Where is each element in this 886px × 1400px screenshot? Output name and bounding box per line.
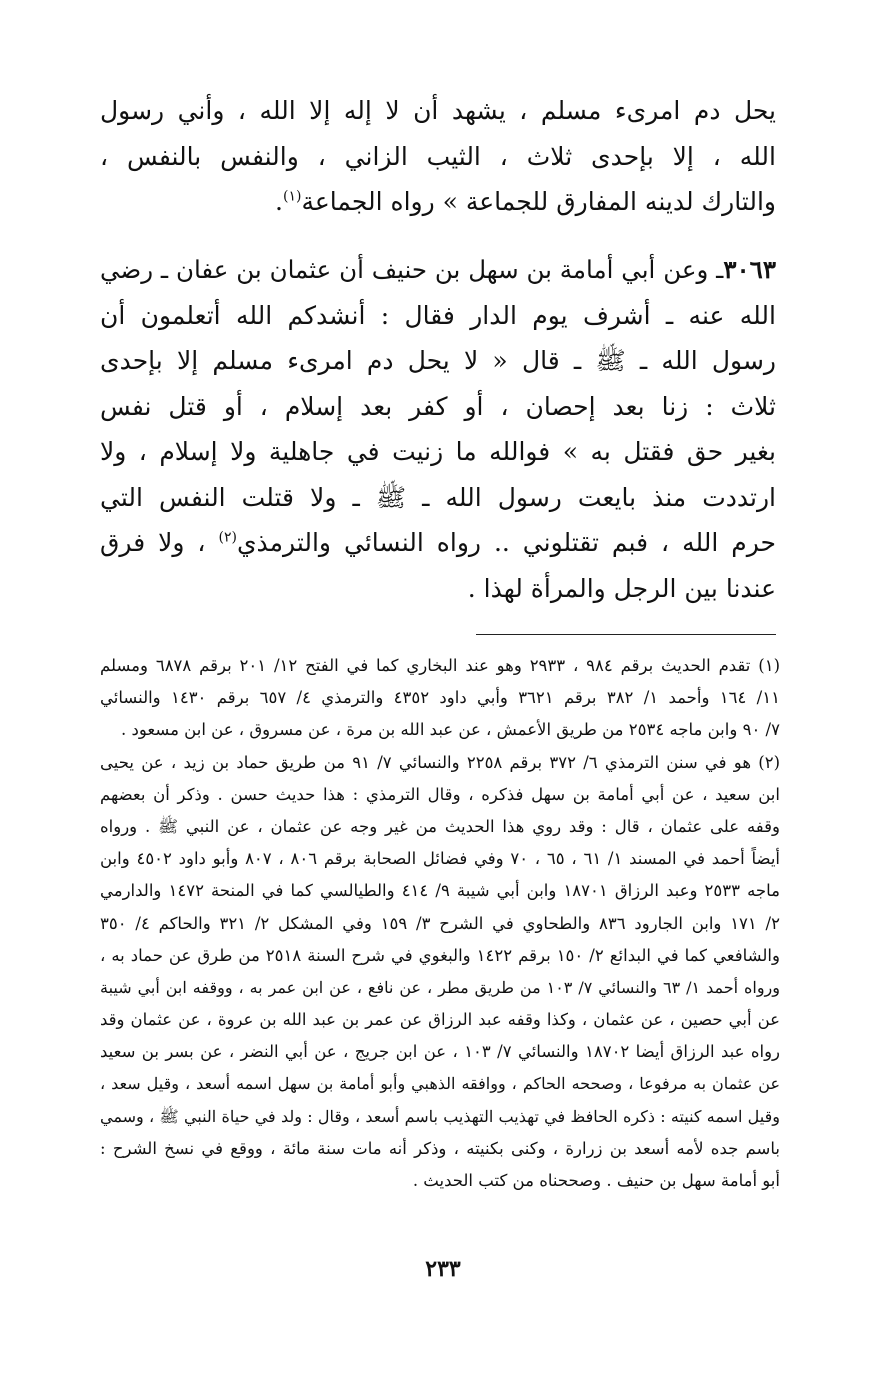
hadith-line-last [100, 179, 776, 225]
footnote-line: ورواه أحمد ١/ ٦٣ والنسائي ٧/ ١٠٣ من طريق مطر ، عن نافع ، عن ابن عمر به ، ووقفه ابن أبي شيبة [100, 977, 780, 997]
footnote-line: عن أبي حصين ، عن عثمان ، وكذا وقفه عبد الرزاق عن عمر بن عبد الله بن عروة ، عن عثمان وقد [100, 1010, 780, 1030]
sentence-end: . [275, 187, 283, 216]
hadith-line: ارتددت منذ بايعت رسول الله ـ ﷺ ـ ولا قتلت النفس التي [100, 482, 776, 512]
footnote-line: عن عثمان به مرفوعا ، وصححه الحاكم ، ووافقه الذهبي وأبو أمامة بن سهل اسمه أسعد ، وقيل سعد ، [100, 1074, 780, 1094]
hadith-line: بغير حق فقتل به » فوالله ما زنيت في جاهلية ولا إسلام ، ولا [100, 437, 776, 466]
footnote-line: ١١/ ١٦٤ وأحمد ١/ ٣٨٢ برقم ٣٦٢١ وأبي داود ٤٣٥٢ والترمذي ٤/ ٦٥٧ برقم ١٤٣٠ والنسائي [100, 688, 780, 708]
hadith-line-text: ، ولا فرق [100, 528, 206, 557]
footnote-line: أبو أمامة سهل بن حنيف . وصححناه من كتب الحديث . [412, 1171, 780, 1190]
hadith-continuation-paragraph [100, 88, 776, 225]
footnote-line: أيضاً أحمد في المسند ١/ ٦١ ، ٦٥ ، ٧٠ وفي فضائل الصحابة برقم ٨٠٦ ، ٨٠٧ وأبو داود ٤٥٠٢ وابن [100, 849, 780, 869]
footnote-ref-2[interactable]: (٢) [218, 529, 237, 546]
hadith-line [100, 520, 776, 566]
footnote-line: وقفه على عثمان ، قال : وقد روي هذا الحديث من غير وجه عن عثمان ، عن النبي ﷺ . ورواه [100, 816, 780, 836]
page-number: ٢٣٣ [425, 1256, 461, 1282]
hadith-line-last: عندنا بين الرجل والمرأة لهذا . [467, 573, 776, 603]
footnote-line: رواه عبد الرزاق أيضا ١٨٧٠٢ والنسائي ٧/ ١٠٣ ، عن ابن جريج ، عن أبي النضر ، عن بسر بن سعيد [100, 1042, 780, 1062]
footnote-line: والشافعي كما في البدائع ٢/ ١٥٠ برقم ١٤٢٢ والبغوي في شرح السنة ٢٥١٨ من طرق عن حماد به ، [100, 945, 780, 965]
hadith-line-text: حرم الله ، فبم تقتلوني .. رواه النسائي والترمذي [236, 528, 777, 557]
footnote-line: ماجه ٢٥٣٣ وعبد الرزاق ١٨٧٠١ وابن أبي شيبة ٩/ ٤١٤ والطيالسي كما في المنحة ١٤٧٢ والدارمي [100, 881, 780, 901]
footnote-line: وقيل اسمه كنيته : ذكره الحافظ في تهذيب التهذيب باسم أسعد ، وقال : ولد في حياة النبي ﷺ ، وسمي [100, 1106, 780, 1126]
footnotes-section [100, 650, 780, 1197]
footnote-line: ٧/ ٩٠ وابن ماجه ٢٥٣٤ من طريق الأعمش ، عن عبد الله بن مرة ، عن مسروق ، عن ابن مسعود . [121, 720, 780, 740]
hadith-line: ثلاث : زنا بعد إحصان ، أو كفر بعد إسلام ، أو قتل نفس [100, 391, 776, 421]
hadith-number-dash: ـ [716, 255, 724, 284]
hadith-line: يحل دم امرىء مسلم ، يشهد أن لا إله إلا الله ، وأني رسول [100, 96, 776, 125]
footnote-line: ابن سعيد ، عن أبي أمامة بن سهل فذكره ، وقال الترمذي : هذا حديث حسن . وذكر أن بعضهم [100, 784, 780, 804]
footnote-line: باسم جده لأمه أسعد بن زرارة ، وكنى بكنيته ، وذكر أنه مات سنة مائة ، ووقع في نسخ الشرح : [100, 1138, 780, 1158]
hadith-3063-paragraph [100, 247, 776, 611]
hadith-line-text: وعن أبي أمامة بن سهل بن حنيف أن عثمان بن عفان ـ رضي [100, 255, 709, 284]
footnote-ref-1[interactable]: (١) [282, 188, 302, 205]
footnote-line: ٢/ ١٧١ وابن الجارود ٨٣٦ والطحاوي في الشرح ٣/ ١٥٩ وفي المشكل ٢/ ٣٢١ والحاكم ٤/ ٣٥٠ [100, 913, 780, 933]
footnote-line: (٢) هو في سنن الترمذي ٦/ ٣٧٢ برقم ٢٢٥٨ والنسائي ٧/ ٩١ من طريق حماد بن زيد ، عن يحيى [100, 752, 780, 772]
footnote-separator [476, 634, 776, 635]
hadith-line [100, 247, 776, 293]
footnote-line: (١) تقدم الحديث برقم ٩٨٤ ، ٢٩٣٣ وهو عند البخاري كما في الفتح ١٢/ ٢٠١ برقم ٦٨٧٨ ومسلم [100, 656, 780, 675]
hadith-line: الله عنه ـ أشرف يوم الدار فقال : أنشدكم الله أتعلمون أن [100, 300, 776, 330]
hadith-line-text: والتارك لدينه المفارق للجماعة » رواه الجماعة [301, 187, 776, 216]
hadith-number: ٣٠٦٣ [723, 255, 776, 284]
hadith-line: رسول الله ـ ﷺ ـ قال « لا يحل دم امرىء مسلم إلا بإحدى [100, 346, 776, 375]
hadith-line: الله ، إلا بإحدى ثلاث ، الثيب الزاني ، والنفس بالنفس ، [100, 141, 776, 171]
